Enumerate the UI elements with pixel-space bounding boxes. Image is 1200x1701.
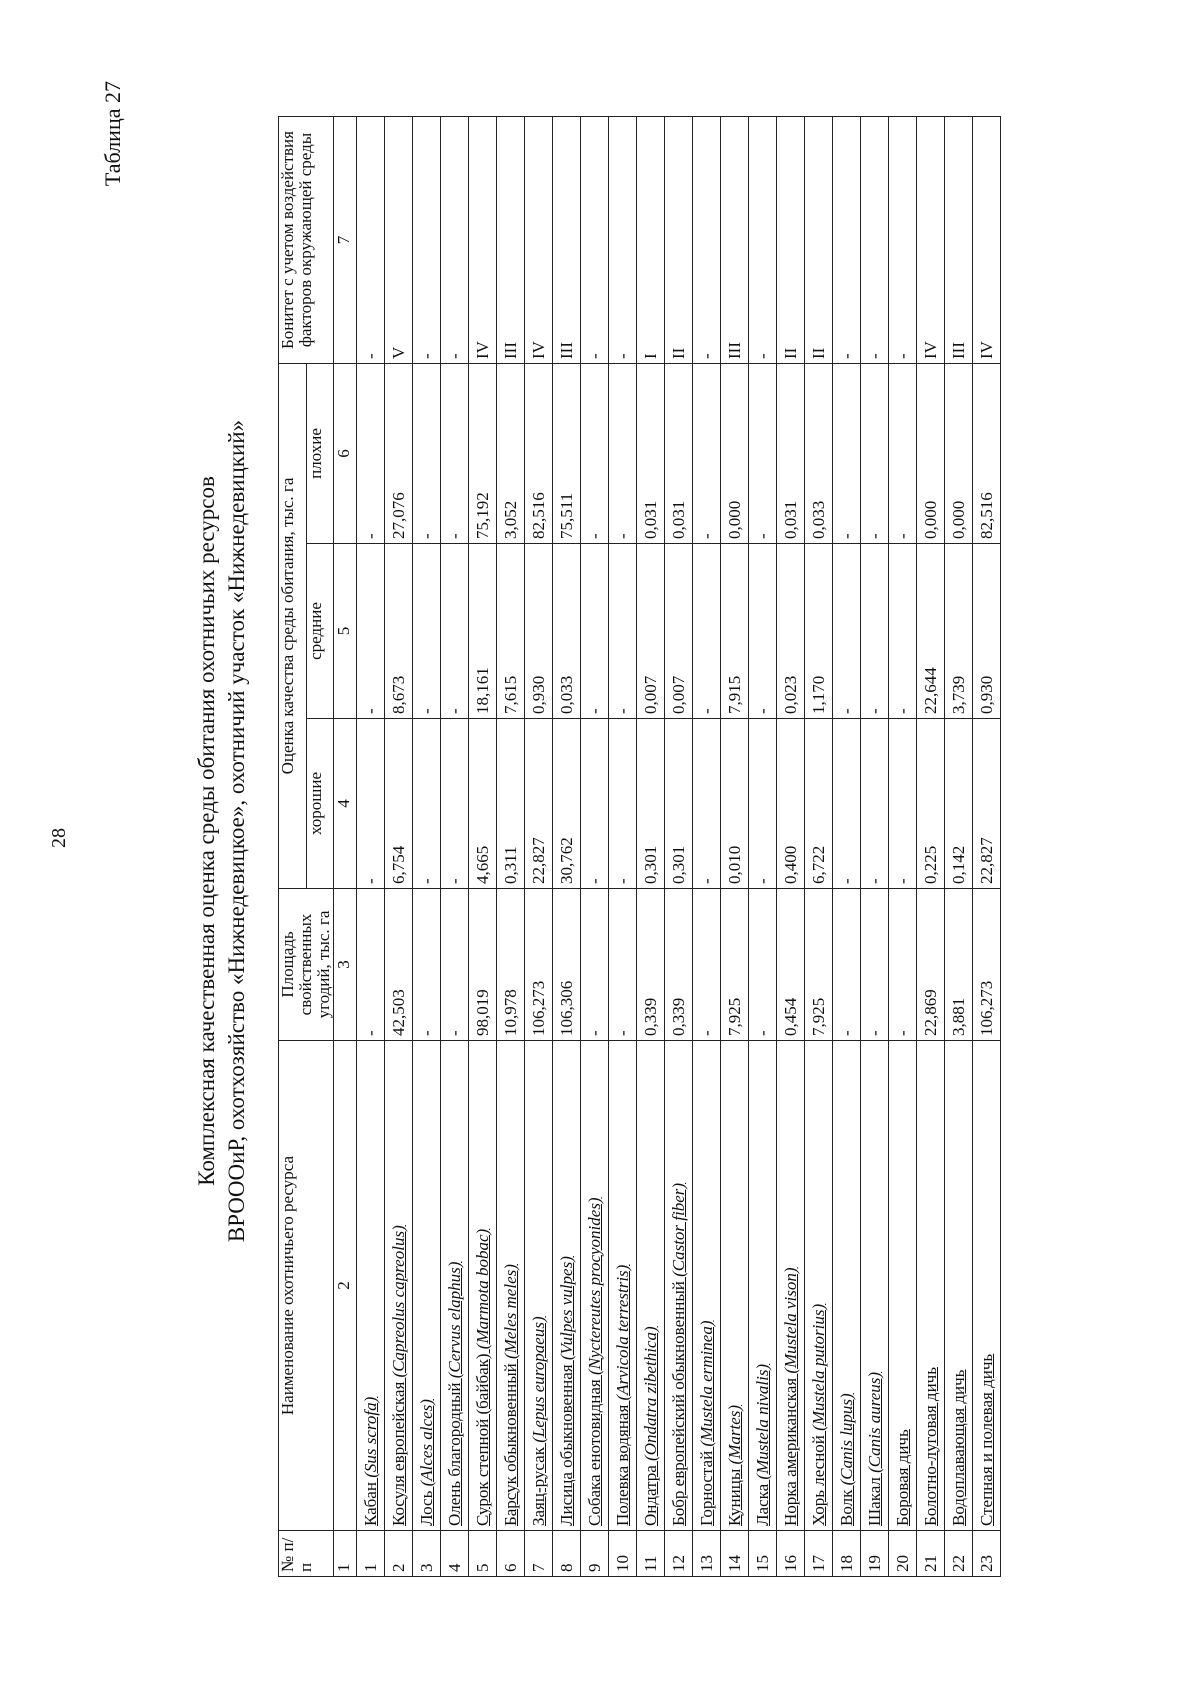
area-value: -: [581, 889, 609, 1041]
area-value: -: [861, 889, 889, 1041]
row-number: 22: [945, 1531, 973, 1577]
page-number: 28: [48, 828, 70, 848]
latin-name: (Martes): [724, 1404, 744, 1465]
table-row: [889, 116, 917, 1576]
table-row: [469, 116, 497, 1576]
area-value: 106,306: [553, 889, 581, 1041]
medium-value: -: [889, 544, 917, 719]
resource-name-text: [837, 1393, 856, 1526]
common-name: Ондатра: [640, 1465, 660, 1526]
common-name: Бобр европейский обыкновенный: [668, 1281, 688, 1526]
bonitet-value: III: [497, 116, 525, 363]
resource-name: [945, 1041, 973, 1531]
latin-name: (Canis lupus): [836, 1393, 856, 1486]
header-medium: средние: [306, 544, 334, 719]
bad-value: -: [441, 363, 469, 543]
table-row: [945, 116, 973, 1576]
table-row: [441, 116, 469, 1576]
row-number: 18: [833, 1531, 861, 1577]
resource-name: [749, 1041, 777, 1531]
medium-value: 0,007: [665, 544, 693, 719]
latin-name: (Meles meles): [500, 1264, 520, 1359]
bad-value: -: [833, 363, 861, 543]
bonitet-value: IV: [469, 116, 497, 363]
row-number: 8: [553, 1531, 581, 1577]
common-name: Собака енотовидная: [584, 1379, 604, 1526]
bad-value: 0,031: [665, 363, 693, 543]
medium-value: -: [693, 544, 721, 719]
latin-name: (Mustela nivalis): [752, 1363, 772, 1480]
good-value: 22,827: [525, 719, 553, 889]
good-value: 0,010: [721, 719, 749, 889]
bonitet-value: V: [385, 116, 413, 363]
resource-name-text: [977, 1354, 996, 1526]
row-number: 13: [693, 1531, 721, 1577]
header-good: хорошие: [306, 719, 334, 889]
area-value: -: [441, 889, 469, 1041]
bad-value: -: [693, 363, 721, 543]
bad-value: -: [581, 363, 609, 543]
latin-name: (Ondatra zibethica): [640, 1326, 660, 1461]
row-number: 10: [609, 1531, 637, 1577]
bonitet-value: -: [413, 116, 441, 363]
good-value: 0,301: [637, 719, 665, 889]
medium-value: 7,915: [721, 544, 749, 719]
bad-value: -: [357, 363, 385, 543]
resource-name: [665, 1041, 693, 1531]
bonitet-value: II: [665, 116, 693, 363]
resource-name: [693, 1041, 721, 1531]
latin-name: (Sus scrofa): [360, 1396, 380, 1478]
resource-name-text: [445, 1262, 464, 1526]
table-row: [721, 116, 749, 1576]
header-bad: плохие: [306, 363, 334, 543]
bonitet-value: IV: [917, 116, 945, 363]
resource-name: [805, 1041, 833, 1531]
table-row: [637, 116, 665, 1576]
bonitet-value: -: [357, 116, 385, 363]
medium-value: 18,161: [469, 544, 497, 719]
common-name: Олень благородный: [444, 1382, 464, 1526]
table-row: [413, 116, 441, 1576]
good-value: -: [833, 719, 861, 889]
table-row: [861, 116, 889, 1576]
common-name: Степная и полевая дичь: [976, 1353, 996, 1526]
good-value: 22,827: [973, 719, 1001, 889]
habitat-quality-table: [278, 116, 1001, 1577]
medium-value: 8,673: [385, 544, 413, 719]
bad-value: 0,033: [805, 363, 833, 543]
resource-name-text: [921, 1367, 940, 1526]
resource-name: [553, 1041, 581, 1531]
table-row: [665, 116, 693, 1576]
bad-value: 0,000: [721, 363, 749, 543]
medium-value: -: [581, 544, 609, 719]
good-value: 0,142: [945, 719, 973, 889]
resource-name: [833, 1041, 861, 1531]
row-number: 21: [917, 1531, 945, 1577]
bad-value: 75,511: [553, 363, 581, 543]
medium-value: 1,170: [805, 544, 833, 719]
table-row: [917, 116, 945, 1576]
table-row: [497, 116, 525, 1576]
header-bonitet: Бонитет с учетом воздействия факторов окружающей среды: [279, 116, 334, 363]
bonitet-value: -: [693, 116, 721, 363]
good-value: -: [749, 719, 777, 889]
resource-name-text: [389, 1225, 408, 1526]
latin-name: (Cervus elaphus): [444, 1261, 464, 1379]
resource-name-text: [641, 1326, 660, 1526]
row-number: 19: [861, 1531, 889, 1577]
common-name: Волк: [836, 1489, 856, 1526]
bad-value: 82,516: [973, 363, 1001, 543]
bonitet-value: IV: [973, 116, 1001, 363]
table-title-line-1: Комплексная качественная оценка среды обитания охотничьих ресурсов: [194, 476, 219, 1186]
common-name: Косуля европейская: [388, 1381, 408, 1526]
area-value: 22,869: [917, 889, 945, 1041]
bad-value: 0,000: [945, 363, 973, 543]
bonitet-value: -: [749, 116, 777, 363]
common-name: Полевка водяная: [612, 1404, 632, 1526]
area-value: -: [749, 889, 777, 1041]
medium-value: -: [357, 544, 385, 719]
bonitet-value: -: [609, 116, 637, 363]
good-value: 0,225: [917, 719, 945, 889]
common-name: Болотно-луговая дичь: [920, 1367, 940, 1526]
common-name: Боровая дичь: [892, 1429, 912, 1526]
bonitet-value: II: [805, 116, 833, 363]
resource-name-text: [529, 1316, 548, 1526]
table-row: [693, 116, 721, 1576]
bonitet-value: II: [777, 116, 805, 363]
resource-name-text: [865, 1372, 884, 1526]
good-value: -: [889, 719, 917, 889]
table-row: [525, 116, 553, 1576]
index-cell: 1: [334, 1531, 357, 1577]
good-value: -: [413, 719, 441, 889]
good-value: -: [581, 719, 609, 889]
row-number: 20: [889, 1531, 917, 1577]
bonitet-value: -: [833, 116, 861, 363]
resource-name: [413, 1041, 441, 1531]
resource-name-text: [725, 1405, 744, 1526]
latin-name: (Vulpes vulpes): [556, 1256, 576, 1361]
header-resource-name: Наименование охотничьего ресурса: [279, 1041, 334, 1531]
common-name: Ласка: [752, 1483, 772, 1526]
resource-name-text: [949, 1370, 968, 1526]
area-value: 7,925: [805, 889, 833, 1041]
latin-name: (Castor fiber): [668, 1182, 688, 1277]
area-value: 106,273: [973, 889, 1001, 1041]
area-value: 106,273: [525, 889, 553, 1041]
bad-value: 0,000: [917, 363, 945, 543]
area-value: 0,339: [637, 889, 665, 1041]
area-value: 98,019: [469, 889, 497, 1041]
common-name: Норка американская: [780, 1377, 800, 1526]
row-number: 7: [525, 1531, 553, 1577]
bonitet-value: IV: [525, 116, 553, 363]
bad-value: 0,031: [637, 363, 665, 543]
resource-name: [525, 1041, 553, 1531]
good-value: -: [357, 719, 385, 889]
resource-name: [889, 1041, 917, 1531]
index-cell: 3: [334, 889, 357, 1041]
table-title-line-2: ВРОООиР, охотхозяйство «Нижнедевицкое», охотничий участок «Нижнедевицкий»: [224, 419, 249, 1243]
index-cell: 2: [334, 1041, 357, 1531]
good-value: -: [861, 719, 889, 889]
medium-value: 0,023: [777, 544, 805, 719]
table-row: [805, 116, 833, 1576]
medium-value: 0,007: [637, 544, 665, 719]
row-number: 17: [805, 1531, 833, 1577]
resource-name: [637, 1041, 665, 1531]
common-name: Шакал: [864, 1477, 884, 1526]
medium-value: 3,739: [945, 544, 973, 719]
row-number: 12: [665, 1531, 693, 1577]
good-value: 6,722: [805, 719, 833, 889]
row-number: 6: [497, 1531, 525, 1577]
good-value: 0,311: [497, 719, 525, 889]
bonitet-value: -: [861, 116, 889, 363]
latin-name: (Marmota bobac): [472, 1228, 492, 1350]
good-value: -: [441, 719, 469, 889]
latin-name: (Mustela putorius): [808, 1303, 828, 1431]
medium-value: -: [609, 544, 637, 719]
common-name: Заяц-русак: [528, 1447, 548, 1526]
latin-name: (Arvicola terrestris): [612, 1264, 632, 1401]
bad-value: 3,052: [497, 363, 525, 543]
row-number: 5: [469, 1531, 497, 1577]
resource-name: [357, 1041, 385, 1531]
medium-value: -: [833, 544, 861, 719]
resource-name: [721, 1041, 749, 1531]
row-number: 14: [721, 1531, 749, 1577]
latin-name: (Canis aureus): [864, 1371, 884, 1473]
table-row: [385, 116, 413, 1576]
resource-name-text: [669, 1183, 688, 1526]
bad-value: 75,192: [469, 363, 497, 543]
table-row: [973, 116, 1001, 1576]
table-row: [833, 116, 861, 1576]
common-name: Хорь лесной: [808, 1435, 828, 1526]
resource-name-text: [585, 1197, 604, 1526]
latin-name: (Nyctereutes procyonides): [584, 1197, 604, 1376]
bonitet-value: -: [889, 116, 917, 363]
common-name: Лось: [416, 1490, 436, 1526]
row-number: 2: [385, 1531, 413, 1577]
latin-name: (Alces alces): [416, 1399, 436, 1487]
medium-value: 0,930: [973, 544, 1001, 719]
area-value: 3,881: [945, 889, 973, 1041]
row-number: 23: [973, 1531, 1001, 1577]
area-value: -: [833, 889, 861, 1041]
bonitet-value: III: [553, 116, 581, 363]
resource-name-text: [361, 1397, 380, 1526]
latin-name: (Capreolus capreolus): [388, 1225, 408, 1378]
header-quality-group: Оценка качества среды обитания, тыс. га: [279, 363, 307, 888]
column-index-row: [334, 116, 357, 1576]
medium-value: -: [413, 544, 441, 719]
bonitet-value: -: [581, 116, 609, 363]
medium-value: -: [441, 544, 469, 719]
bad-value: 27,076: [385, 363, 413, 543]
row-number: 4: [441, 1531, 469, 1577]
medium-value: 7,615: [497, 544, 525, 719]
header-row-1: [279, 116, 307, 1576]
area-value: 42,503: [385, 889, 413, 1041]
header-num: № п/п: [279, 1531, 334, 1577]
area-value: 7,925: [721, 889, 749, 1041]
table-row: [609, 116, 637, 1576]
resource-name-text: [613, 1265, 632, 1526]
common-name: Горностай: [696, 1450, 716, 1526]
medium-value: -: [749, 544, 777, 719]
header-area: Площадь свойственных угодий, тыс. га: [279, 889, 334, 1041]
area-value: -: [609, 889, 637, 1041]
common-name: Кабан: [360, 1482, 380, 1526]
bad-value: 82,516: [525, 363, 553, 543]
resource-name-text: [557, 1256, 576, 1526]
resource-name: [441, 1041, 469, 1531]
resource-name-text: [501, 1264, 520, 1526]
index-cell: 6: [334, 363, 357, 543]
resource-name-text: [697, 1321, 716, 1527]
row-number: 1: [357, 1531, 385, 1577]
area-value: 0,339: [665, 889, 693, 1041]
good-value: -: [609, 719, 637, 889]
common-name: Лисица обыкновенная: [556, 1364, 576, 1526]
resource-name: [581, 1041, 609, 1531]
resource-name: [385, 1041, 413, 1531]
row-number: 3: [413, 1531, 441, 1577]
resource-name-text: [417, 1399, 436, 1526]
table-row: [749, 116, 777, 1576]
bad-value: -: [889, 363, 917, 543]
index-cell: 5: [334, 544, 357, 719]
good-value: 30,762: [553, 719, 581, 889]
table-row: [553, 116, 581, 1576]
good-value: 4,665: [469, 719, 497, 889]
resource-name: [861, 1041, 889, 1531]
resource-name-text: [893, 1429, 912, 1526]
index-cell: 7: [334, 116, 357, 363]
common-name: Водоплавающая дичь: [948, 1369, 968, 1526]
table-row: [581, 116, 609, 1576]
medium-value: 0,930: [525, 544, 553, 719]
medium-value: 22,644: [917, 544, 945, 719]
bad-value: -: [749, 363, 777, 543]
common-name: Куницы: [724, 1468, 744, 1526]
bonitet-value: III: [945, 116, 973, 363]
area-value: 0,454: [777, 889, 805, 1041]
resource-name-text: [753, 1364, 772, 1526]
row-number: 9: [581, 1531, 609, 1577]
area-value: 10,978: [497, 889, 525, 1041]
table-label: Таблица 27: [100, 81, 125, 187]
table-row: [777, 116, 805, 1576]
latin-name: (Mustela vison): [780, 1267, 800, 1374]
table-row: [357, 116, 385, 1576]
latin-name: (Lepus europaeus): [528, 1316, 548, 1443]
bad-value: -: [413, 363, 441, 543]
resource-name: [973, 1041, 1001, 1531]
resource-name-text: [809, 1304, 828, 1526]
bonitet-value: -: [441, 116, 469, 363]
bonitet-value: III: [721, 116, 749, 363]
bad-value: 0,031: [777, 363, 805, 543]
area-value: -: [889, 889, 917, 1041]
common-name: Сурок степной (байбак): [472, 1353, 492, 1526]
resource-name: [469, 1041, 497, 1531]
resource-name: [609, 1041, 637, 1531]
row-number: 15: [749, 1531, 777, 1577]
medium-value: 0,033: [553, 544, 581, 719]
resource-name-text: [781, 1267, 800, 1526]
good-value: -: [693, 719, 721, 889]
row-number: 16: [777, 1531, 805, 1577]
common-name: Барсук обыкновенный: [500, 1363, 520, 1526]
index-cell: 4: [334, 719, 357, 889]
bad-value: -: [609, 363, 637, 543]
resource-name: [917, 1041, 945, 1531]
area-value: -: [357, 889, 385, 1041]
good-value: 6,754: [385, 719, 413, 889]
bad-value: -: [861, 363, 889, 543]
resource-name-text: [473, 1229, 492, 1526]
row-number: 11: [637, 1531, 665, 1577]
resource-name: [777, 1041, 805, 1531]
medium-value: -: [861, 544, 889, 719]
area-value: -: [413, 889, 441, 1041]
good-value: 0,400: [777, 719, 805, 889]
bonitet-value: I: [637, 116, 665, 363]
good-value: 0,301: [665, 719, 693, 889]
resource-name: [497, 1041, 525, 1531]
area-value: -: [693, 889, 721, 1041]
latin-name: (Mustela erminea): [696, 1320, 716, 1447]
